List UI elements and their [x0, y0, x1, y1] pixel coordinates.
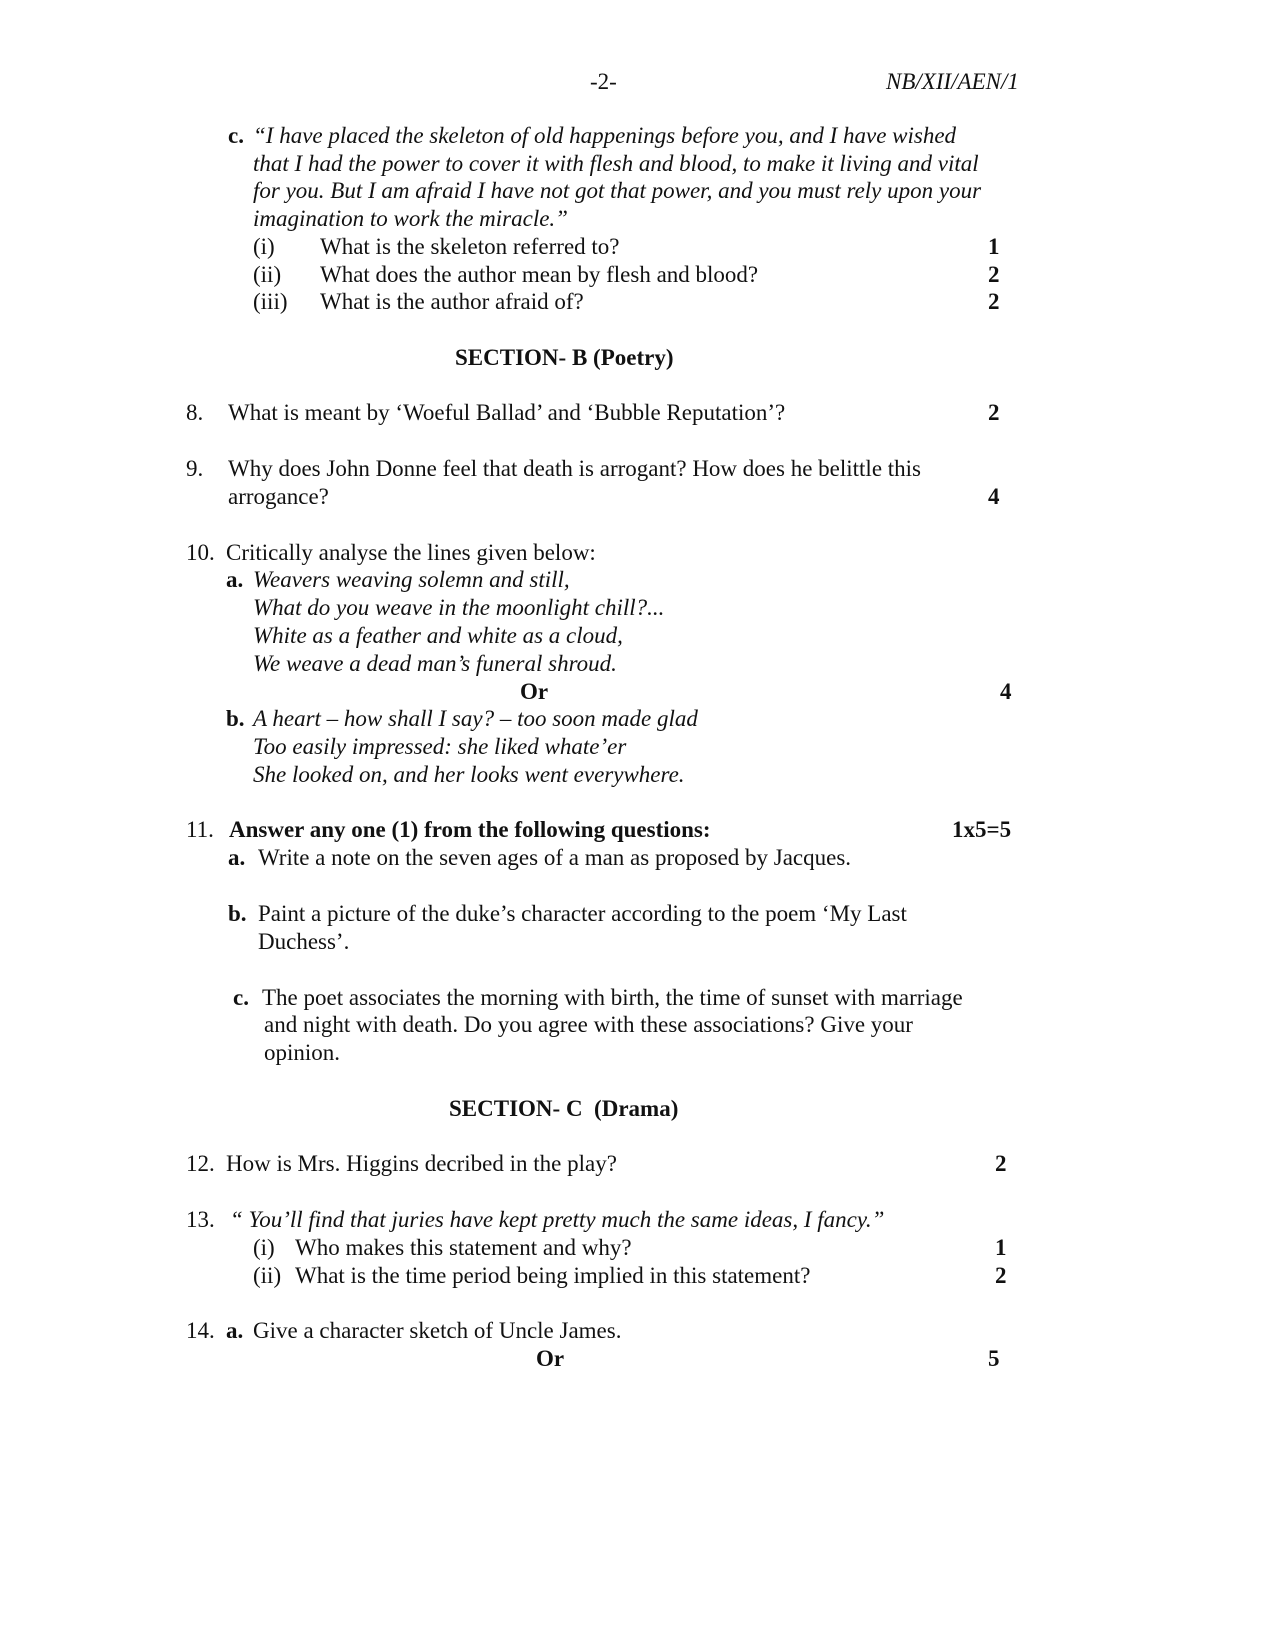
q14-or: Or	[536, 1346, 565, 1371]
q7c-sub-text: What does the author mean by flesh and blood?	[320, 262, 759, 287]
q7c-quote-line-1: “I have placed the skeleton of old happenings before you, and I have wished	[253, 123, 957, 148]
q9-number: 9.	[186, 456, 204, 481]
q13-sub-num: (ii)	[253, 1263, 282, 1288]
q9-text-line-2: arrogance?	[228, 484, 329, 509]
q10a-poem-line-4: We weave a dead man’s funeral shroud.	[253, 651, 617, 676]
q12-marks: 2	[995, 1151, 1007, 1176]
section-c-heading: SECTION- C (Drama)	[449, 1096, 679, 1121]
q11a-label: a.	[228, 845, 246, 870]
q12-text: How is Mrs. Higgins decribed in the play?	[226, 1151, 617, 1176]
q10b-poem-line-3: She looked on, and her looks went everywhere.	[253, 762, 685, 787]
q13-sub-text: Who makes this statement and why?	[295, 1235, 632, 1260]
q11c-text-line-3: opinion.	[264, 1040, 341, 1065]
q7c-sub-text: What is the skeleton referred to?	[320, 234, 620, 259]
q10a-poem-line-3: White as a feather and white as a cloud,	[253, 623, 623, 648]
q13-sub-marks: 2	[995, 1263, 1007, 1288]
q12-number: 12.	[186, 1151, 215, 1176]
q7c-sub-marks: 2	[988, 262, 1000, 287]
q10a-poem-line-1: Weavers weaving solemn and still,	[253, 567, 570, 592]
q13-quote: “ You’ll find that juries have kept pretty much the same ideas, I fancy.”	[230, 1207, 885, 1232]
q11c-label: c.	[233, 985, 249, 1010]
q13-sub-num: (i)	[253, 1235, 275, 1260]
q11c-text-line-2: and night with death. Do you agree with these associations? Give your	[264, 1012, 913, 1037]
q10-or: Or	[520, 679, 549, 704]
q11-instruction: Answer any one (1) from the following questions:	[229, 817, 711, 842]
q10a-label: a.	[226, 567, 244, 592]
q7c-sub-num: (ii)	[253, 262, 282, 287]
q7c-quote-line-3: for you. But I am afraid I have not got that power, and you must rely upon your	[253, 178, 982, 203]
q7c-quote-line-4: imagination to work the miracle.”	[253, 206, 568, 231]
q14-marks: 5	[988, 1346, 1000, 1371]
q13-number: 13.	[186, 1207, 215, 1232]
q11b-text-line-1: Paint a picture of the duke’s character according to the poem ‘My Last	[258, 901, 907, 926]
q10b-label: b.	[226, 706, 245, 731]
q8-marks: 2	[988, 400, 1000, 425]
section-b-heading: SECTION- B (Poetry)	[455, 345, 674, 370]
paper-code: NB/XII/AEN/1	[886, 69, 1019, 94]
q7c-sub-num: (i)	[253, 234, 275, 259]
q11c-text-line-1: The poet associates the morning with birth, the time of sunset with marriage	[262, 985, 963, 1010]
q9-text-line-1: Why does John Donne feel that death is arrogant? How does he belittle this	[228, 456, 922, 481]
q11-marks: 1x5=5	[952, 817, 1012, 842]
q10-intro: Critically analyse the lines given below:	[226, 540, 596, 565]
q13-sub-marks: 1	[995, 1235, 1007, 1260]
q14a-label: a.	[226, 1318, 244, 1343]
q13-sub-text: What is the time period being implied in this statement?	[295, 1263, 811, 1288]
q10b-poem-line-2: Too easily impressed: she liked whate’er	[253, 734, 627, 759]
q7c-sub-marks: 1	[988, 234, 1000, 259]
q9-marks: 4	[988, 484, 1000, 509]
q8-number: 8.	[186, 400, 204, 425]
q14-number: 14.	[186, 1318, 215, 1343]
q10a-poem-line-2: What do you weave in the moonlight chill?...	[253, 595, 665, 620]
q14a-text: Give a character sketch of Uncle James.	[253, 1318, 622, 1343]
q7c-sub-text: What is the author afraid of?	[320, 289, 584, 314]
q11b-text-line-2: Duchess’.	[258, 929, 350, 954]
q7c-sub-marks: 2	[988, 289, 1000, 314]
q10-marks: 4	[1000, 679, 1012, 704]
q10-number: 10.	[186, 540, 215, 565]
q7c-quote-line-2: that I had the power to cover it with flesh and blood, to make it living and vital	[253, 151, 979, 176]
q11a-text: Write a note on the seven ages of a man as proposed by Jacques.	[258, 845, 852, 870]
q7c-label: c.	[228, 123, 244, 148]
q11-number: 11.	[186, 817, 214, 842]
q8-text: What is meant by ‘Woeful Ballad’ and ‘Bubble Reputation’?	[228, 400, 786, 425]
q11b-label: b.	[228, 901, 247, 926]
q10b-poem-line-1: A heart – how shall I say? – too soon made glad	[253, 706, 698, 731]
q7c-sub-num: (iii)	[253, 289, 288, 314]
page-number: -2-	[590, 69, 617, 94]
